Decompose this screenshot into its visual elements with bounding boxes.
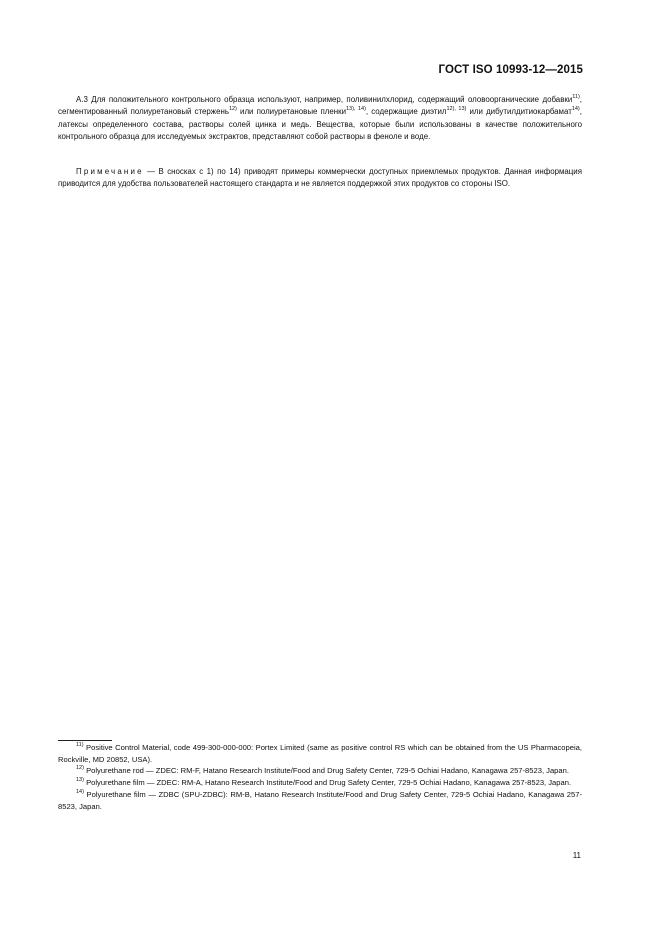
page-number: 11 <box>572 851 581 860</box>
footnote-mark: 14) <box>76 788 84 795</box>
footnote-text: Positive Control Material, code 499-300-000-000: Portex Limited (same as positive control RS which can be obtained from the US Pharmacopeia, Rockville, MD 20852, USA). <box>58 743 582 764</box>
footnote-item <box>58 742 582 765</box>
footnote-divider <box>58 740 112 741</box>
note-text: — В сносках с 1) по 14) приводят примеры коммерчески доступных приемлемых продуктов. Данная информация приводится для удобства пользователей настоящего стандарта и не является поддержкой этих продуктов со стороны ISO. <box>58 167 582 189</box>
paragraph-text: , содержащие диэтил <box>365 107 447 117</box>
footnote-ref: 12), 13) <box>446 106 467 113</box>
paragraph-text: или полиуретановые пленки <box>236 107 346 117</box>
paragraph-text: или дибутилдитиокарбамат <box>466 107 572 117</box>
footnote-mark: 11) <box>76 742 84 748</box>
footnote-item <box>58 765 582 777</box>
note-label: Примечание <box>76 167 144 176</box>
footnote-text: Polyurethane film — ZDEC: RM-A, Hatano Research Institute/Food and Drug Safety Center, 729-5 Ochiai Hadano, Kanagawa 257-8523, Japan. <box>83 778 572 788</box>
document-header: ГОСТ ISO 10993-12—2015 <box>438 64 583 76</box>
footnote-item <box>58 789 582 812</box>
paragraph-text: А.3 Для положительного контрольного образца используют, например, поливинилхлорид, содержащий оловоорганические добавки <box>76 95 573 104</box>
footnote-text: Polyurethane film — ZDBC (SPU-ZDBC): RM-B, Hatano Research Institute/Food and Drug Safety Center, 729-5 Ochiai Hadano, Kanagawa 257-8523, Japan. <box>58 789 582 811</box>
paragraph-a3 <box>58 94 582 144</box>
footnote-mark: 12) <box>76 765 84 772</box>
footnote-item <box>58 777 582 789</box>
paragraph-text: , сегментированный полиуретановый стержень <box>58 95 582 117</box>
footnote-text: Polyurethane rod — ZDEC: RM-F, Hatano Research Institute/Food and Drug Safety Center, 729-5 Ochiai Hadano, Kanagawa 257-8523, Japan. <box>83 766 569 776</box>
footnote-ref: 14) <box>571 106 580 113</box>
footnote-ref: 11) <box>572 94 580 100</box>
footnotes <box>58 742 582 812</box>
note-paragraph <box>58 166 582 191</box>
footnote-ref: 13), 14) <box>346 106 366 113</box>
footnote-ref: 12) <box>228 106 237 113</box>
paragraph-text: , латексы определенного состава, растворы солей цинка и медь. Вещества, которые были использованы в качестве положительного контрольного образца для исследуемых экстрактов, представляют собой растворы в феноле и воде. <box>58 107 582 142</box>
footnote-mark: 13) <box>76 777 84 784</box>
